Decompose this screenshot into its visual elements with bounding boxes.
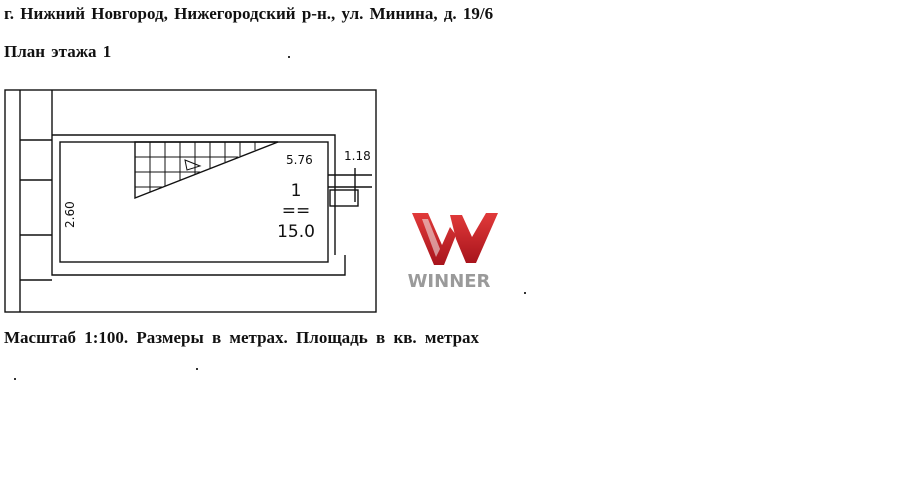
staircase [135,142,278,198]
room-area: 15.0 [277,222,315,242]
dimension-opening: 1.18 [344,149,371,163]
logo-brand-text: WINNER [407,271,491,292]
address-line: г. Нижний Новгород, Нижегородский р-н., ул. Минина, д. 19/6 [4,4,494,23]
dimension-length: 5.76 [286,153,313,167]
scale-legend: Масштаб 1:100. Размеры в метрах. Площадь в кв. метрах [4,328,480,347]
scan-speck [288,56,290,58]
scan-speck [14,378,16,380]
winner-logo [398,205,500,293]
scan-speck [524,292,526,294]
floor-title: План этажа 1 [4,42,112,61]
room-number: 1 [290,181,302,201]
dimension-width: 2.60 [63,201,77,228]
logo-mark-right [450,213,498,263]
opening-box [330,190,358,206]
floor-plan-drawing [0,80,400,320]
scan-speck [196,368,198,370]
stair-direction-arrow [185,160,200,170]
room-separator: == [281,201,311,221]
